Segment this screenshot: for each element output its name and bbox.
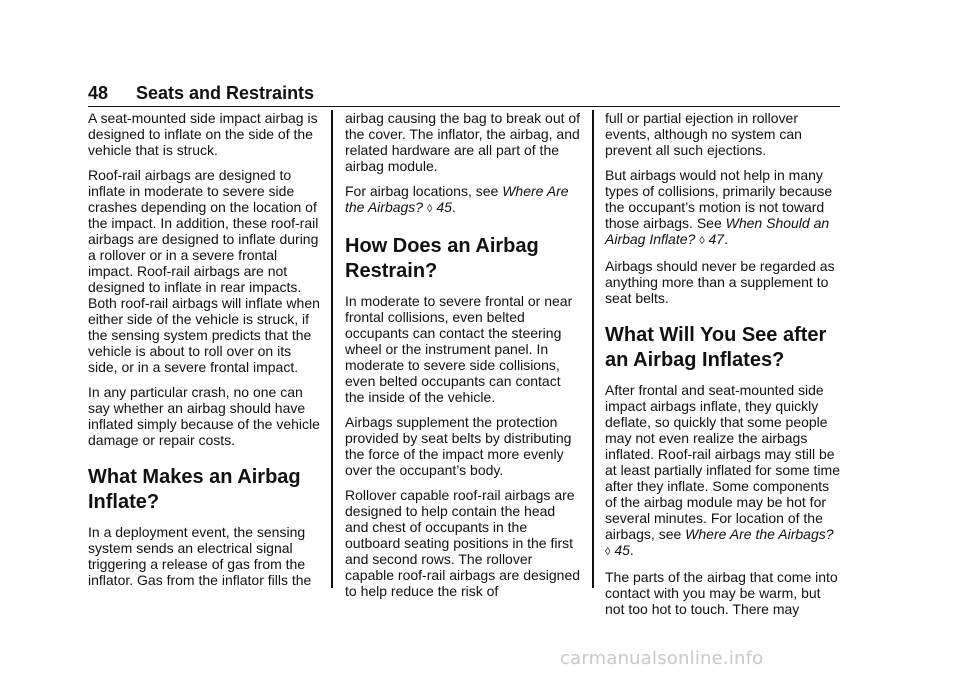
watermark: carmanualsonline.info (560, 648, 764, 669)
page-number: 48 (88, 83, 109, 103)
paragraph: Airbags should never be regarded as anything more than a supplement to seat belts. (605, 258, 835, 306)
reference-title: Where Are the Airbags? (345, 183, 569, 215)
paragraph: In any particular crash, no one can say whether an airbag should have inflated simply because of the vehicle damage or repair costs. (88, 384, 320, 448)
column-3 (605, 110, 841, 626)
paragraph: Roof-rail airbags are designed to inflate in moderate to severe side crashes depending on the location of the impact. In addition, these roof-rail airbags are designed to inflate during a rollover or in a severe frontal impact. Roof-rail airbags are not designed to inflate in rear impacts. Both roof-rail airbags will inflate when either side of the vehicle is struck, if the sensing system predicts that the vehicle is about to roll over on its side, or in a severe frontal impact. (88, 167, 320, 375)
paragraph: The parts of the airbag that come into contact with you may be warm, but not too hot to touch. There may (605, 569, 838, 617)
column-divider (331, 110, 333, 588)
paragraph: airbag causing the bag to break out of the cover. The inflator, the airbag, and related hardware are all part of the airbag module. (345, 110, 581, 174)
paragraph: In moderate to severe frontal or near frontal collisions, even belted occupants can contact the steering wheel or the instrument panel. In moderate to severe side collisions, even belted occupants can contact the inside of the vehicle. (345, 293, 573, 405)
punctuation: . (451, 199, 456, 215)
reference-page: 45 (436, 199, 452, 215)
subheading: What Makes an Airbag Inflate? (88, 466, 301, 513)
paragraph: A seat-mounted side impact airbag is designed to inflate on the side of the vehicle that is struck. (88, 110, 318, 158)
column-1 (88, 110, 324, 597)
subheading: How Does an Airbag Restrain? (345, 235, 539, 282)
punctuation: . (629, 542, 634, 558)
punctuation: . (724, 231, 728, 247)
paragraph-text: After frontal and seat-mounted side impact airbags inflate, they quickly deflate, so quickly that some people may not even realize the airbags inflated. Roof-rail airbags may still be at least partially inflated for some time after they inflate. Some components of the airbag module may be hot for several minutes. For location of the airbags, see (605, 382, 840, 542)
paragraph (605, 382, 841, 560)
paragraph: full or partial ejection in rollover events, although no system can prevent all such ejections. (605, 110, 802, 158)
page-header (88, 82, 840, 107)
reference-page: 45 (614, 542, 630, 558)
paragraph-text: But airbags would not help in many types of collisions, primarily because the occupant’s motion is not toward those airbags. See (605, 167, 833, 231)
paragraph (605, 167, 841, 249)
paragraph (345, 183, 581, 217)
page-ref-icon: ◊ (699, 235, 705, 247)
paragraph: Rollover capable roof-rail airbags are designed to help contain the head and chest of occupants in the outboard seating positions in the first and second rows. The rollover capable roof-rail airbags are designed to help reduce the risk of (345, 487, 581, 599)
page-ref-icon: ◊ (426, 203, 433, 215)
page-ref-icon: ◊ (605, 546, 611, 558)
paragraph: Airbags supplement the protection provided by seat belts by distributing the force of the impact more evenly over the occupant’s body. (345, 414, 572, 478)
reference-page: 47 (708, 231, 725, 247)
paragraph: In a deployment event, the sensing system sends an electrical signal triggering a release of gas from the inflator. Gas from the inflator fills the (88, 524, 312, 588)
subheading: What Will You See after an Airbag Inflates? (605, 324, 827, 371)
reference-title: When Should an Airbag Inflate? (605, 215, 830, 247)
reference-title: Where Are the Airbags? (685, 526, 834, 542)
column-divider (592, 110, 594, 588)
section-title: Seats and Restraints (136, 83, 315, 103)
paragraph-text: For airbag locations, see (345, 183, 503, 199)
column-2 (345, 110, 581, 608)
